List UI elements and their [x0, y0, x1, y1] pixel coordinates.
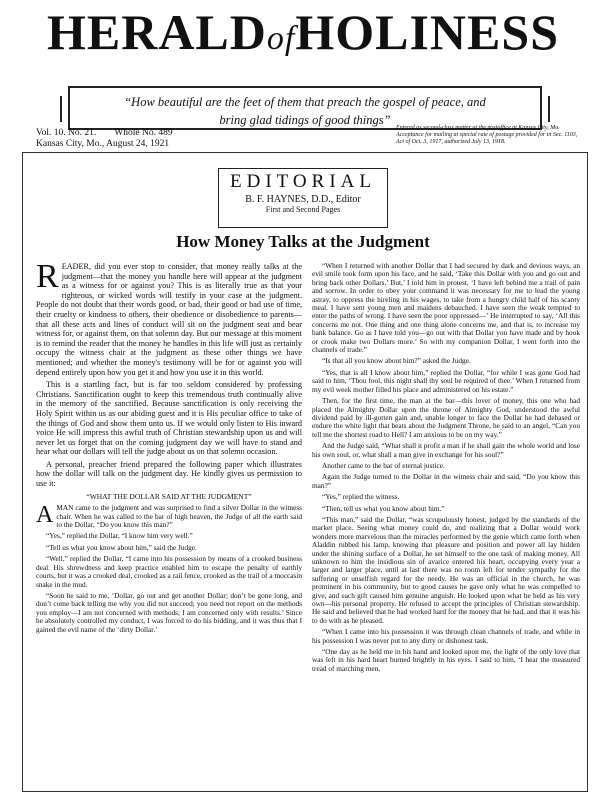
- paragraph: “Well,” replied the Dollar, “I came into his possession by means of a crooked business deal. His shrewdness and keep practice enabled him to escape the penalty of earthly courts, but it was a crooked deal, crooked as a rail fence, crooked as the trail of a moccasin snake in the mud.: [36, 554, 302, 589]
- drop-cap: R: [36, 262, 59, 295]
- paragraph: “When I came into his possession it was through clean channels of trade, and while in his possession I was never put to any dirty or dishonest task.: [312, 627, 580, 645]
- editorial-box: [218, 168, 388, 228]
- paragraph: And the Judge said, “What shall it profit a man if he shall gain the whole world and lose his own soul, or, what shall a man give in exchange for his soul?”: [312, 441, 580, 459]
- place-date: Kansas City, Mo., August 24, 1921: [36, 139, 170, 149]
- masthead-title: HERALDofHOLINESS: [46, 4, 560, 60]
- paragraph: This is a startling fact, but is far too seldom considered by professing Christians. Sanctification ought to keep this tremendous truth continually alive in the memory of the sanctified. Because sanctification is only receiving the Holy Spirit within us as our abiding guest and it is His peculiar office to take of the things of God and show them unto us. If we would only listen to His inward voice He will impress this awful truth of Christian stewardship upon us and will never let us forget that on the coming judgment day we will have to stand and hear what our dollars will tell the judge about us on that solemn occasion.: [36, 380, 302, 457]
- article-headline: How Money Talks at the Judgment: [176, 232, 430, 251]
- paragraph: READER, did you ever stop to consider, that money really talks at the judgment—that the money you handle here will appear at the judgment as a witness for or against you? This is as literally true as that your righteous, or wicked words will testify in your case at the judgment. People do not doubt that their words good, or bad, their good or bad use of time, their cruelty or kindness to others, their obedience or disobedience to parents—that all these acts and lines of conduct will sit on the judgment seat and bear witness for, or against them, on that solemn day. But our message at this moment is to remind the reader that the money he handles in this life will just as certainly occupy the witness chair at the judgment as these other things we have mentioned; and whether the money's testimony will be for or against you will depend entirely upon how you get it and how you use it in this world.: [36, 262, 302, 377]
- editorial-pages: First and Second Pages: [265, 205, 341, 214]
- paragraph: “Yes,” replied the witness.: [322, 492, 400, 502]
- paragraph: “Yes, that is all I know about him,” replied the Dollar, “for while I was gone God had said to him, ‘Thou fool, this night shall thy soul be required of thee.’ When I returned from my evil week mother filled his place and administered on his estate.”: [312, 367, 580, 394]
- paragraph: “Is that all you know about him?” asked the Judge.: [322, 356, 471, 366]
- issue-info: [36, 128, 191, 150]
- article-column-right: [312, 262, 580, 782]
- paragraph: Then, for the first time, the man at the bar—this lover of money, this one who had placed the Almighty Dollar upon the throne of Almighty God, understood the awful dividend paid by ill-gotten gain and, unable longer to face the Dollar he had debased or endure the white light that beats about the Judgment Throne, he said to an angel, “Can you tell me the shortest road to Hell? I am anxious to be on my way.”: [312, 396, 580, 439]
- paragraph: Again the Judge turned to the Dollar in the witness chair and said, “Do you know this man?”: [312, 472, 580, 490]
- paragraph: AMAN came to the judgment and was surprised to find a silver Dollar in the witness chair. When he was called to the bar of high heaven, the Judge of all the earth said to the Dollar, “Do you know this man?”: [36, 502, 302, 530]
- sub-heading: “WHAT THE DOLLAR SAID AT THE JUDGMENT”: [86, 491, 252, 501]
- paragraph: “Yes,” replied the Dollar, “I know him very well.”: [46, 531, 193, 541]
- paragraph: Another came to the bar of eternal justice.: [322, 460, 445, 470]
- paragraph: “Then, tell us what you know about him.”: [322, 503, 445, 513]
- whole-number: Whole No. 489: [114, 128, 173, 138]
- paragraph: “Soon he said to me, ‘Dollar, go out and get another Dollar; don’t be gone long, and don’t come back telling me why you did not succeed; you need not report on the methods you employ—I am not concerned with methods; I am concerned only with results.’ Since he absolutely controlled my conduct, I was forced to do his bidding, and it was thus that I gained the evil name of the ‘dirty Dollar.’: [36, 590, 302, 634]
- paragraph: “Tell us what you know about him,” said the Judge.: [46, 542, 197, 552]
- editorial-title: EDITORIAL: [230, 171, 376, 192]
- paragraph: “When I returned with another Dollar that I had secured by dark and devious ways, an evil smile took form upon his face, and he said, ‘Take this Dollar with you and go out and bring back other Dollars.’ But,’ I told him in protest, ‘I have left behind me a trail of pain and sorrow. In order to obey your command it was necessary for me to lead the young astray, to oppress the hireling in his wages, to take from a hungry child half of his scanty meal. I have sent young men and maidens debauched. I have seen the weak tempted to enter the paths of wrong. I have seen the poor oppressed—’ He interrupted to say, ‘All this concerns me not. One thing and one thing alone concerns me, and that is, to increase my bank balance. Go as I have told you—go out with that Dollar you have made and by hook or crook make two Dollars more.’ So with my companion Dollar, I went forth into the channels of trade.”: [312, 262, 580, 355]
- paragraph: “This man,” said the Dollar, “was scrupulously honest, judged by the standards of the market place. Seeing what money could do, and realizing that a Dollar would work wonders more marvelous than the miracles performed by the genie which came forth when Aladdin rubbed his lamp, knowing that pleasure and position and power all lay hidden under the shining surface of a Dollar, he set himself to the one task of making money. All unknown to him the insidious sin of avarice entered his heart, occupying every year a larger and larger place, until at last there was no room left for tender sympathy for the suffering or unselfish regard for the needy. He was an official in the church, he was prominent in his community, but to good causes he gave only what he was compelled to give, and each gift caused him genuine anguish. He looked upon what he held as his very own—his personal property. He refused to accept the principles of Christian stewardship. He said and believed that he had worked hard for the money that he had, and that it was his to do with as he pleased.: [312, 514, 580, 625]
- paragraph: “One day as he held me in his hand and looked upon me, the light of the only love that was left in his hard heart burned brightly in his eyes. I said to him, ‘I hear the measured tread of marching men,: [312, 647, 580, 673]
- motto-line-2: bring glad tidings of good things”: [219, 113, 391, 127]
- drop-cap-2: A: [36, 502, 54, 529]
- motto-box: [68, 86, 542, 130]
- volume: Vol. 10. No. 21.: [36, 128, 97, 138]
- article-column-left: [36, 262, 302, 782]
- postal-notice: Entered as second-class matter at the postoffice at Kansas City, Mo. Acceptance for mailing at special rate of postage provided for in Sec. 1103, Act of Oct. 3, 1917, authorized July 13, 1918.: [396, 125, 578, 145]
- editor-name: B. F. HAYNES, D.D., Editor: [245, 194, 361, 205]
- motto-line-1: “How beautiful are the feet of them that preach the gospel of peace, and: [124, 95, 486, 109]
- paragraph: A personal, preacher friend prepared the following paper which illustrates how the dollar will talk on the judgment day. He kindly gives us permission to use it:: [36, 459, 302, 489]
